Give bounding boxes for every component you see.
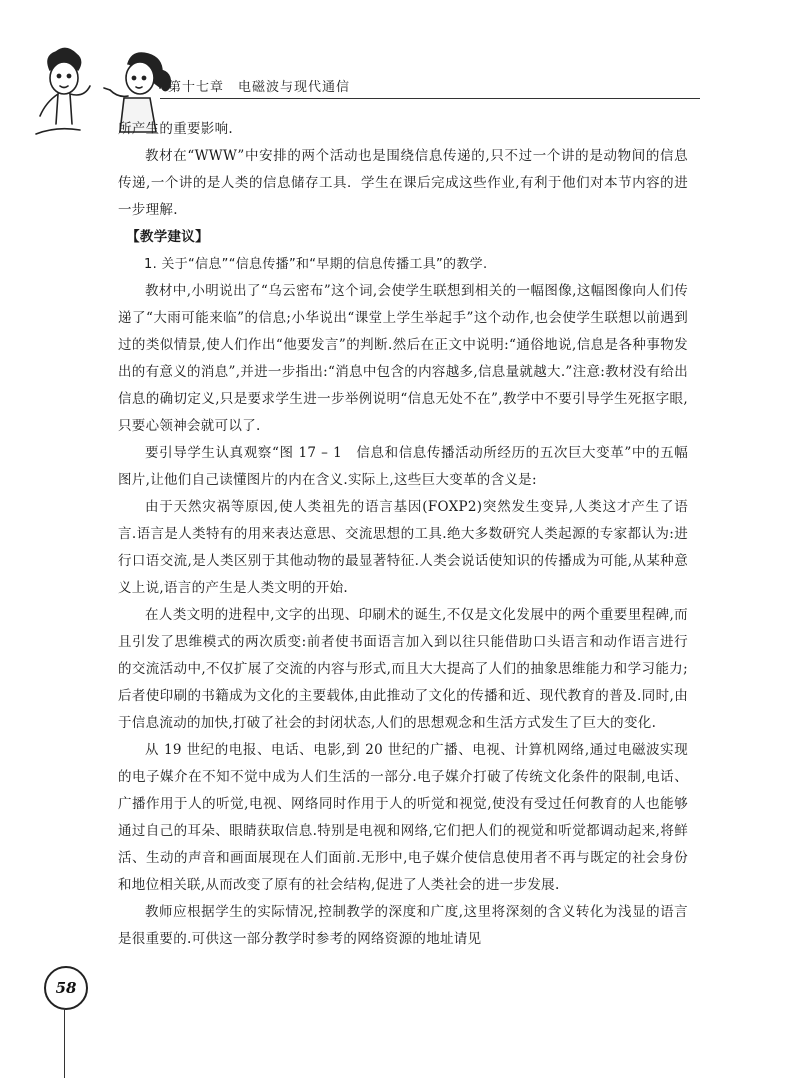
paragraph-continued: 所产生的重要影响. xyxy=(118,121,233,137)
section-heading: 【教学建议】 xyxy=(126,229,209,245)
paragraph-4: 在人类文明的进程中,文字的出现、印刷术的诞生,不仅是文化发展中的两个重要里程碑,而且引发了思维模式的两次质变:前者使书面语言加入到以往只能借助口头语言和动作语言进行的交流活动中,不仅扩展了交流的内容与形式,而且大大提高了人们的抽象思维能力和学习能力;后者使印刷的书籍成为文化的主要载体,由此推动了文化的传播和近、现代教育的普及.同时,由于信息流动的加快,打破了社会的封闭状态,人们的思想观念和生活方式发生了巨大的变化. xyxy=(118,607,688,731)
paragraph-2: 要引导学生认真观察“图 17 – 1 信息和信息传播活动所经历的五次巨大变革”中的五幅图片,让他们自己读懂图片的内在含义.实际上,这些巨大变革的含义是: xyxy=(118,445,688,488)
chapter-title: 第十七章 电磁波与现代通信 xyxy=(168,80,351,95)
header-divider xyxy=(160,98,700,99)
paragraph-5: 从 19 世纪的电报、电话、电影,到 20 世纪的广播、电视、计算机网络,通过电磁波实现的电子媒介在不知不觉中成为人们生活的一部分.电子媒介打破了传统文化条件的限制,电话、广播作用于人的听觉,电视、网络同时作用于人的听觉和视觉,使没有受过任何教育的人也能够通过自己的耳朵、眼睛获取信息.特别是电视和网络,它们把人们的视觉和听觉都调动起来,将鲜活、生动的声音和画面展现在人们面前.无形中,电子媒介使信息使用者不再与既定的社会身份和地位相关联,从而改变了原有的社会结构,促进了人类社会的进一步发展. xyxy=(118,742,688,893)
paragraph-www: 教材在“WWW”中安排的两个活动也是围绕信息传递的,只不过一个讲的是动物间的信息传递,一个讲的是人类的信息储存工具．学生在课后完成这些作业,有利于他们对本节内容的进一步理解. xyxy=(118,148,688,218)
subheading-1: 1. 关于“信息”“信息传播”和“早期的信息传播工具”的教学. xyxy=(144,257,488,272)
paragraph-3: 由于天然灾祸等原因,使人类祖先的语言基因(FOXP2)突然发生变异,人类这才产生了语言.语言是人类特有的用来表达意思、交流思想的工具.绝大多数研究人类起源的专家都认为:进行口语交流,是人类区别于其他动物的最显著特征.人类会说话使知识的传播成为可能,从某种意义上说,语言的产生是人类文明的开始. xyxy=(118,499,688,596)
paragraph-6: 教师应根据学生的实际情况,控制教学的深度和广度,这里将深刻的含义转化为浅显的语言是很重要的.可供这一部分教学时参考的网络资源的地址请见 xyxy=(118,904,688,947)
page-number: 58 xyxy=(44,966,88,1010)
body-text xyxy=(118,116,688,953)
margin-rule xyxy=(64,1008,65,1078)
paragraph-1: 教材中,小明说出了“乌云密布”这个词,会使学生联想到相关的一幅图像,这幅图像向人们传递了“大雨可能来临”的信息;小华说出“课堂上学生举起手”这个动作,也会使学生联想以前遇到过的类似情景,使人们作出“他要发言”的判断.然后在正文中说明:“通俗地说,信息是各种事物发出的有意义的消息”,并进一步指出:“消息中包含的内容越多,信息量就越大.”注意:教材没有给出信息的确切定义,只是要求学生进一步举例说明“信息无处不在”,教学中不要引导学生死抠字眼,只要心领神会就可以了. xyxy=(118,283,688,434)
